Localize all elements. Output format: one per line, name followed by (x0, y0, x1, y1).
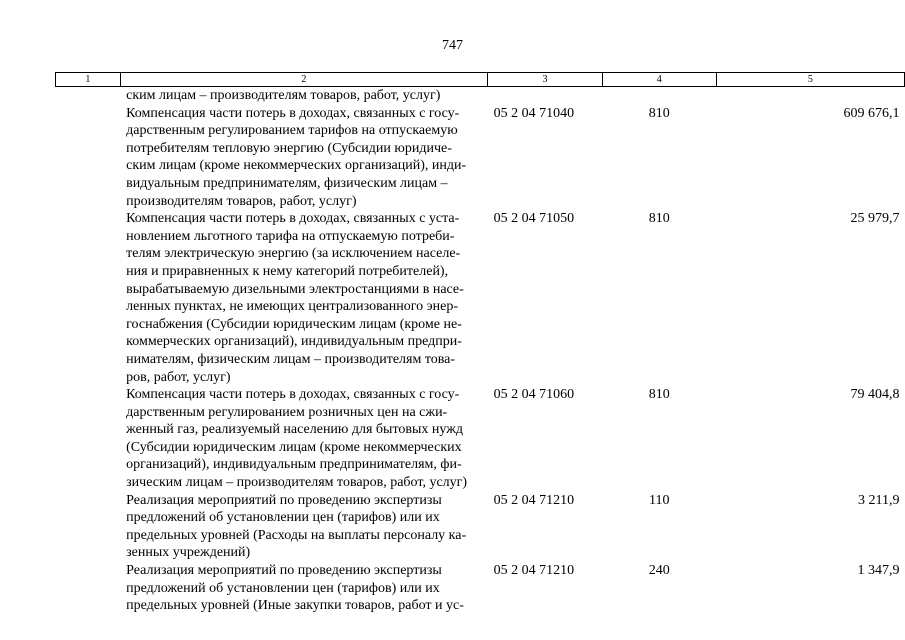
description-line: потребителям тепловую энергию (Субсидии юридиче- (126, 140, 452, 156)
description-line: Компенсация части потерь в доходах, связанных с госу- (126, 105, 460, 121)
row-description (120, 105, 488, 211)
table-row (56, 105, 905, 211)
description-line: женный газ, реализуемый населению для бытовых нужд (126, 422, 464, 438)
description-line: ским лицам – производителям товаров, работ, услуг) (126, 88, 441, 103)
row-expense-type: 810 (648, 211, 670, 227)
row-code: 05 2 04 71060 (493, 387, 575, 403)
table-body (56, 87, 905, 615)
row-expense-type: 810 (648, 105, 670, 121)
table-row (56, 210, 905, 386)
description-line: нимателям, физическим лицам – производителям това- (126, 351, 456, 367)
row-description (120, 562, 488, 615)
description-line: Компенсация части потерь в доходах, связанных с госу- (126, 387, 460, 403)
description-line: предложений об установлении цен (тарифов) или их (126, 510, 440, 526)
description-line: предложений об установлении цен (тарифов) или их (126, 580, 440, 596)
row-amount: 1 347,9 (857, 563, 900, 579)
row-amount: 3 211,9 (858, 492, 900, 508)
row-col1-cell (56, 105, 121, 211)
header-col-1: 1 (56, 73, 121, 87)
row-col1-cell (56, 210, 121, 386)
row-col1-cell (56, 87, 121, 105)
description-line: зическим лицам – производителям товаров, работ, услуг) (126, 475, 468, 491)
description-line: ния и приравненных к нему категорий потребителей), (126, 263, 449, 279)
header-col-3: 3 (488, 73, 603, 87)
description-line: организаций), индивидуальным предпринимателям, фи- (126, 457, 462, 473)
row-code: 05 2 04 71040 (493, 105, 575, 121)
table-row (56, 492, 905, 562)
description-line: ров, работ, услуг) (126, 369, 231, 385)
row-col1-cell (56, 492, 121, 562)
table-row (56, 386, 905, 492)
row-amount: 25 979,7 (850, 211, 900, 227)
header-row (56, 73, 905, 87)
header-col-2: 2 (120, 73, 488, 87)
table-header (56, 73, 905, 87)
description-line: госнабжения (Субсидии юридическим лицам (кроме не- (126, 316, 462, 332)
row-description (120, 210, 488, 386)
description-line: дарственным регулированием розничных цен на сжи- (126, 404, 448, 420)
description-line: Компенсация части потерь в доходах, связанных с уста- (126, 211, 460, 227)
header-col-5: 5 (716, 73, 904, 87)
row-col1-cell (56, 386, 121, 492)
page-number: 747 (442, 38, 463, 53)
row-expense-type: 110 (649, 492, 670, 508)
table-row (56, 562, 905, 615)
description-line: вырабатываемую дизельными электростанциями в насе- (126, 281, 464, 297)
row-expense-type: 810 (648, 387, 670, 403)
description-line: ским лицам (кроме некоммерческих организаций), инди- (126, 158, 467, 174)
row-code: 05 2 04 71210 (493, 492, 575, 508)
row-expense-type: 240 (648, 563, 670, 579)
description-line: производителям товаров, работ, услуг) (126, 193, 357, 209)
description-line: ленных пунктах, не имеющих централизованного энер- (126, 299, 458, 315)
row-amount (716, 87, 904, 105)
row-col1-cell (56, 562, 121, 615)
row-expense-type (602, 87, 716, 105)
description-line: (Субсидии юридическим лицам (кроме некоммерческих (126, 439, 462, 455)
description-line: предельных уровней (Расходы на выплаты персоналу ка- (126, 527, 467, 543)
row-code: 05 2 04 71210 (493, 563, 575, 579)
description-line: дарственным регулированием тарифов на отпускаемую (126, 123, 458, 139)
description-line: Реализация мероприятий по проведению экспертизы (126, 492, 442, 508)
budget-table (55, 72, 905, 615)
description-line: предельных уровней (Иные закупки товаров, работ и ус- (126, 598, 464, 614)
row-amount: 609 676,1 (843, 105, 900, 121)
table-row (56, 87, 905, 105)
description-line: коммерческих организаций), индивидуальным предпри- (126, 334, 462, 350)
row-code: 05 2 04 71050 (493, 211, 575, 227)
description-line: зенных учреждений) (126, 545, 251, 561)
row-description (120, 492, 488, 562)
row-amount: 79 404,8 (850, 387, 900, 403)
description-line: Реализация мероприятий по проведению экспертизы (126, 563, 442, 579)
description-line: телям электрическую энергию (за исключением населе- (126, 246, 461, 262)
row-description (120, 87, 488, 105)
row-description (120, 386, 488, 492)
header-col-4: 4 (602, 73, 716, 87)
description-line: новлением льготного тарифа на отпускаемую потреби- (126, 228, 455, 244)
row-code (488, 87, 603, 105)
description-line: видуальным предпринимателям, физическим лицам – (126, 175, 448, 191)
